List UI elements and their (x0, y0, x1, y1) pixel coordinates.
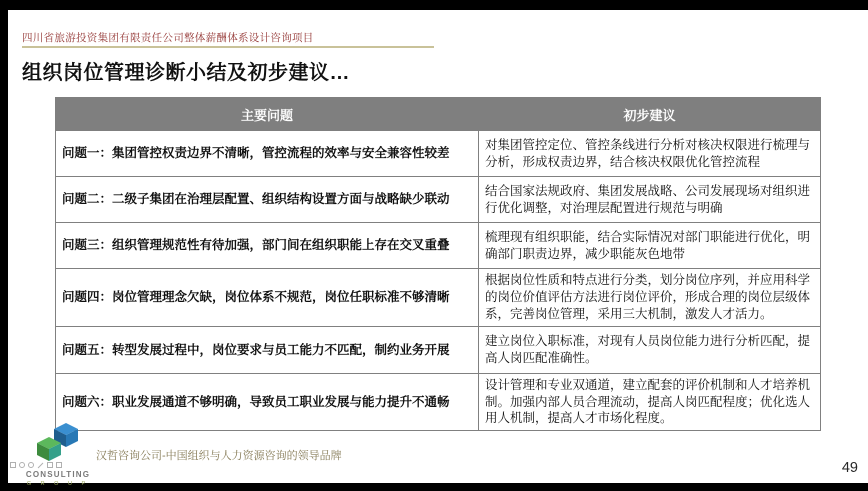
column-header-problems: 主要问题 (56, 98, 479, 131)
problem-cell-5: 问题五：转型发展过程中，岗位要求与员工能力不匹配，制约业务开展 (56, 326, 479, 373)
logo-wordmark-sub: G R O U P (26, 481, 90, 487)
brand-tagline: 汉哲咨询公司-中国组织与人力资源咨询的领导品牌 (96, 450, 342, 462)
consulting-logo (22, 422, 94, 487)
table-header-row (56, 98, 821, 131)
suggestion-cell-5: 建立岗位入职标准，对现有人员岗位能力进行分析匹配，提高人岗匹配准确性。 (479, 326, 821, 373)
problem-cell-4: 问题四：岗位管理理念欠缺，岗位体系不规范，岗位任职标准不够清晰 (56, 269, 479, 327)
suggestion-cell-4: 根据岗位性质和特点进行分类，划分岗位序列，并应用科学的岗位价值评估方法进行岗位评价，形成合理的岗位层级体系，完善岗位管理，采用三大机制，激发人才活力。 (479, 269, 821, 327)
placeholder-box-icon[interactable] (10, 462, 16, 468)
table-row (56, 269, 821, 327)
placeholder-circle-icon[interactable] (19, 462, 25, 468)
suggestion-cell-2: 结合国家法规政府、集团发展战略、公司发展现场对组织进行优化调整，对治理层配置进行规范与明确 (479, 177, 821, 223)
suggestion-cell-6: 设计管理和专业双通道，建立配套的评价机制和人才培养机制。加强内部人员合理流动，提高人岗匹配程度；优化选人用人机制，提高人才市场化程度。 (479, 373, 821, 431)
header-divider (22, 46, 434, 48)
problem-cell-1: 问题一：集团管控权责边界不清晰，管控流程的效率与安全兼容性较差 (56, 131, 479, 177)
suggestion-cell-3: 梳理现有组织职能，结合实际情况对部门职能进行优化，明确部门职责边界，减少职能灰色地带 (479, 223, 821, 269)
placeholder-box-icon[interactable] (47, 462, 53, 468)
column-header-suggestions: 初步建议 (479, 98, 821, 131)
diagnosis-table (55, 97, 821, 431)
placeholder-box-icon[interactable] (56, 462, 62, 468)
suggestion-cell-1: 对集团管控定位、管控条线进行分析对核决权限进行梳理与分析，形成权责边界，结合核决权限优化管控流程 (479, 131, 821, 177)
table-row (56, 131, 821, 177)
logo-wordmark: CONSULTING (25, 470, 91, 479)
table-row (56, 326, 821, 373)
placeholder-line-icon[interactable] (38, 462, 44, 468)
table-row (56, 373, 821, 431)
project-title: 四川省旅游投资集团有限责任公司整体薪酬体系设计咨询项目 (22, 32, 314, 44)
problem-cell-3: 问题三：组织管理规范性有待加强，部门间在组织职能上存在交叉重叠 (56, 223, 479, 269)
table-row (56, 177, 821, 223)
slide (8, 10, 868, 487)
problem-cell-2: 问题二：二级子集团在治理层配置、组织结构设置方面与战略缺少联动 (56, 177, 479, 223)
placeholder-circle-icon[interactable] (28, 462, 34, 468)
table-row (56, 223, 821, 269)
page-number: 49 (841, 460, 858, 476)
editor-placeholder-icons[interactable] (10, 462, 62, 468)
problem-cell-6: 问题六：职业发展通道不够明确，导致员工职业发展与能力提升不通畅 (56, 373, 479, 431)
page-title: 组织岗位管理诊断小结及初步建议… (22, 62, 350, 84)
